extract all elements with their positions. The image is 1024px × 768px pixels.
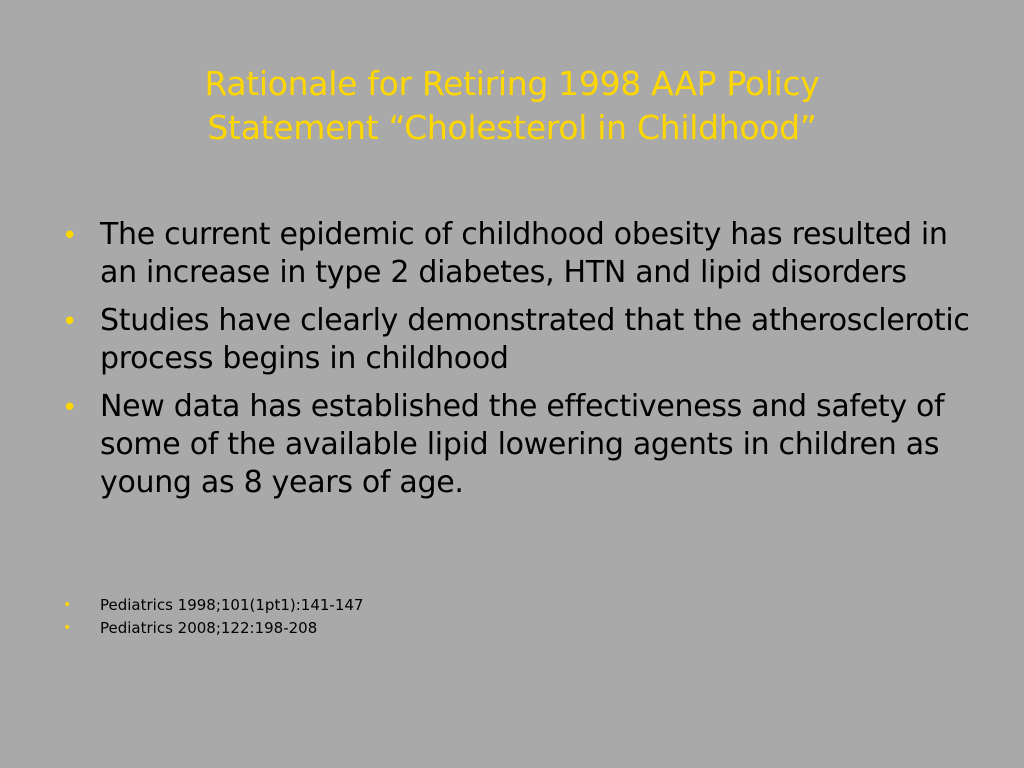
slide-title-line-1: Rationale for Retiring 1998 AAP Policy	[204, 64, 820, 103]
slide-title	[0, 62, 1024, 150]
bullet-icon: •	[62, 221, 78, 251]
bullet-item	[60, 302, 980, 378]
bullet-icon: •	[63, 620, 72, 636]
reference-text: Pediatrics 1998;101(1pt1):141-147	[100, 596, 364, 614]
bullet-text: New data has established the effectiveness and safety of some of the available lipid lowering agents in children as young as 8 years of age.	[100, 389, 945, 500]
bullet-text: The current epidemic of childhood obesity has resulted in an increase in type 2 diabetes, HTN and lipid disorders	[100, 217, 948, 290]
reference-list	[60, 594, 363, 640]
reference-item	[60, 617, 363, 640]
slide-title-line-2: Statement “Cholesterol in Childhood”	[207, 108, 817, 147]
bullet-icon: •	[62, 307, 78, 337]
reference-text: Pediatrics 2008;122:198-208	[100, 619, 318, 637]
bullet-item	[60, 216, 980, 292]
bullet-text: Studies have clearly demonstrated that the atherosclerotic process begins in childhood	[100, 303, 970, 376]
bullet-icon: •	[62, 393, 78, 423]
bullet-icon: •	[63, 597, 72, 613]
bullet-item	[60, 388, 980, 502]
bullet-list	[60, 216, 980, 512]
reference-item	[60, 594, 363, 617]
